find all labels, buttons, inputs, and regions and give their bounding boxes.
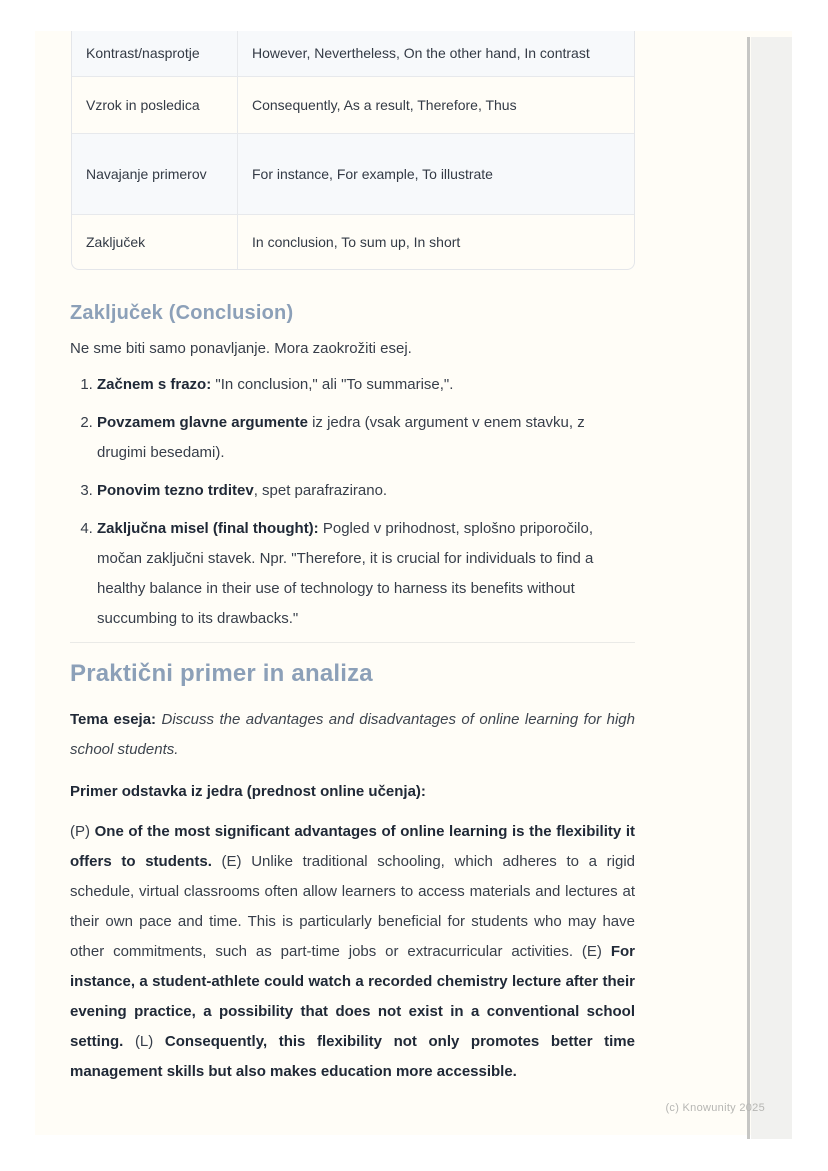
conclusion-heading: Zaključek (Conclusion) xyxy=(70,302,294,324)
document-page xyxy=(35,31,792,1135)
document-content xyxy=(70,31,635,1087)
example-label: Primer odstavka iz jedra (prednost online učenja): xyxy=(70,783,426,800)
table-cell-function: Zaključek xyxy=(72,215,238,269)
table-cell-function: Navajanje primerov xyxy=(72,134,238,214)
essay-topic: Tema eseja: Discuss the advantages and disadvantages of online learning for high school students. xyxy=(70,711,635,758)
linking-words-table xyxy=(71,31,635,270)
table-row xyxy=(72,134,634,215)
table-row xyxy=(72,31,634,77)
list-item: 4. Zaključna misel (final thought): Pogled v prihodnost, splošno priporočilo, močan zaključni stavek. Npr. "Therefore, it is crucial for individuals to find a healthy balance in their use of technology to harness its benefits without succumbing to its drawbacks." xyxy=(97,514,635,634)
table-cell-words: However, Nevertheless, On the other hand, In contrast xyxy=(252,45,590,61)
section-divider xyxy=(70,642,635,643)
table-cell-function: Vzrok in posledica xyxy=(72,77,238,133)
conclusion-intro: Ne sme biti samo ponavljanje. Mora zaokrožiti esej. xyxy=(70,340,412,357)
list-item: 1. Začnem s frazo: "In conclusion," ali "To summarise,". xyxy=(97,370,635,400)
scrollbar-track[interactable] xyxy=(751,37,792,1139)
table-row xyxy=(72,77,634,134)
table-row xyxy=(72,215,634,269)
conclusion-steps-list xyxy=(70,370,635,634)
scrollbar-thumb[interactable] xyxy=(747,37,750,1139)
list-item: 2. Povzamem glavne argumente iz jedra (vsak argument v enem stavku, z drugimi besedami). xyxy=(97,408,635,468)
practical-heading: Praktični primer in analiza xyxy=(70,660,373,687)
list-item: 3. Ponovim tezno trditev, spet parafrazirano. xyxy=(97,476,635,506)
copyright-watermark: (c) Knowunity 2025 xyxy=(665,1102,765,1114)
table-cell-words: For instance, For example, To illustrate xyxy=(252,165,493,182)
example-paragraph: (P) One of the most significant advantages of online learning is the flexibility it offers to students. (E) Unlike traditional schooling, which adheres to a rigid schedule, virtual classrooms often allow learners to access materials and lectures at their own pace and time. This is particularly beneficial for students who may have other commitments, such as part-time jobs or extracurricular activities. (E) For instance, a student-athlete could watch a recorded chemistry lecture after their evening practice, a possibility that does not exist in a conventional school setting. (L) Consequently, this flexibility not only promotes better time management skills but also makes education more accessible. xyxy=(70,823,635,1080)
table-cell-function: Kontrast/nasprotje xyxy=(72,31,238,76)
table-cell-words: Consequently, As a result, Therefore, Thus xyxy=(252,96,517,113)
table-cell-words: In conclusion, To sum up, In short xyxy=(252,233,461,250)
